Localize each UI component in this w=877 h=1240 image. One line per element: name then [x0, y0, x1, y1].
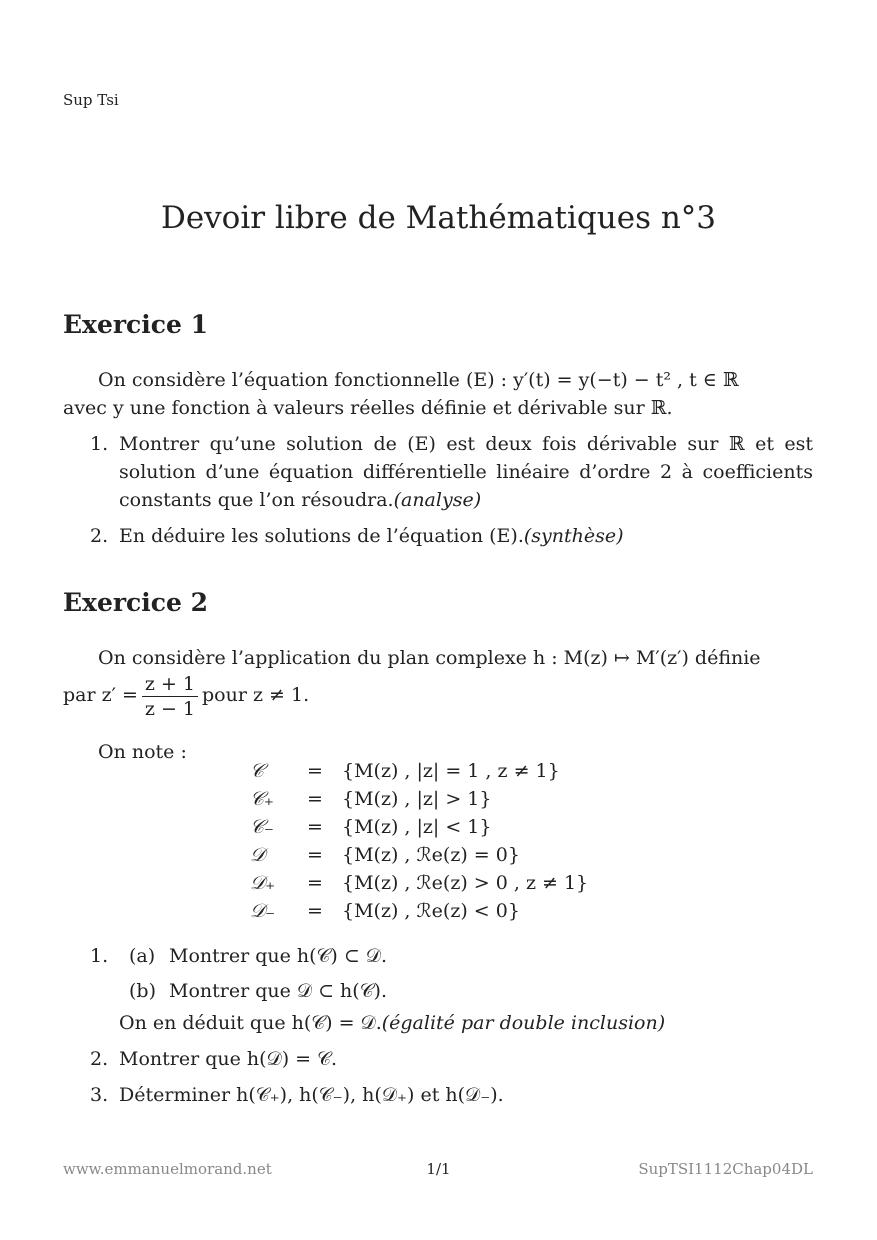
exercise-2-question-3 [90, 1081, 813, 1109]
subquestion-label: (a) [129, 945, 156, 967]
intro-suffix: pour z ≠ 1. [202, 684, 310, 706]
subquestion-text: Montrer que h(𝒞) ⊂ 𝒟. [169, 945, 388, 967]
question-note: (synthèse) [523, 525, 624, 547]
exercise-2-question-1-conclusion [90, 1009, 813, 1037]
conclusion-text: On en déduit que h(𝒞) = 𝒟. [119, 1012, 382, 1034]
footer-page-number: 1/1 [426, 1160, 451, 1178]
question-text: En déduire les solutions de l’équation (E). [119, 525, 524, 547]
question-text: Déterminer h(𝒞₊), h(𝒞₋), h(𝒟₊) et h(𝒟₋). [119, 1084, 504, 1106]
intro-prefix: par z′ = [63, 684, 138, 706]
exercise-2-heading: Exercice 2 [63, 588, 208, 617]
question-number: 1. [90, 945, 109, 967]
exercise-1-intro-line2: avec y une fonction à valeurs réelles définie et dérivable sur ℝ. [63, 397, 673, 419]
exercise-2-intro-line2 [63, 668, 813, 722]
footer-document-id: SupTSI1112Chap04DL [638, 1160, 813, 1178]
exercise-1-intro-line1: On considère l’équation fonctionnelle (E) : y′(t) = y(−t) − t² , t ∈ ℝ [98, 369, 739, 391]
exercise-1-heading: Exercice 1 [63, 310, 208, 339]
fraction-denominator: z − 1 [144, 697, 196, 720]
question-number: 2. [90, 1048, 109, 1070]
exercise-1-question-1 [90, 430, 813, 514]
question-note: (analyse) [393, 489, 482, 511]
footer-website: www.emmanuelmorand.net [63, 1160, 272, 1178]
exercise-2-question-1b [129, 977, 813, 1005]
exercise-2-intro-line1: On considère l’application du plan complexe h : M(z) ↦ M′(z′) définie [98, 647, 761, 669]
fraction-numerator: z + 1 [142, 672, 198, 697]
exercise-2-question-2 [90, 1045, 813, 1073]
question-number: 1. [90, 433, 109, 455]
fraction [142, 672, 198, 721]
question-number: 2. [90, 525, 109, 547]
document-title: Devoir libre de Mathématiques n°3 [160, 200, 717, 236]
conclusion-note: (égalité par double inclusion) [381, 1012, 666, 1034]
note-label: On note : [98, 741, 187, 763]
exercise-1-question-2 [90, 522, 813, 550]
question-number: 3. [90, 1084, 109, 1106]
subquestion-label: (b) [129, 980, 156, 1002]
header-left: Sup Tsi [63, 91, 119, 109]
subquestion-text: Montrer que 𝒟 ⊂ h(𝒞). [169, 980, 388, 1002]
question-text: Montrer que h(𝒟) = 𝒞. [119, 1048, 338, 1070]
exercise-2-question-1a [129, 942, 813, 970]
question-text: Montrer qu’une solution de (E) est deux fois dérivable sur ℝ et est solution d’une équation différentielle linéaire d’ordre 2 à coefficients constants que l’on résoudra. [119, 433, 813, 511]
